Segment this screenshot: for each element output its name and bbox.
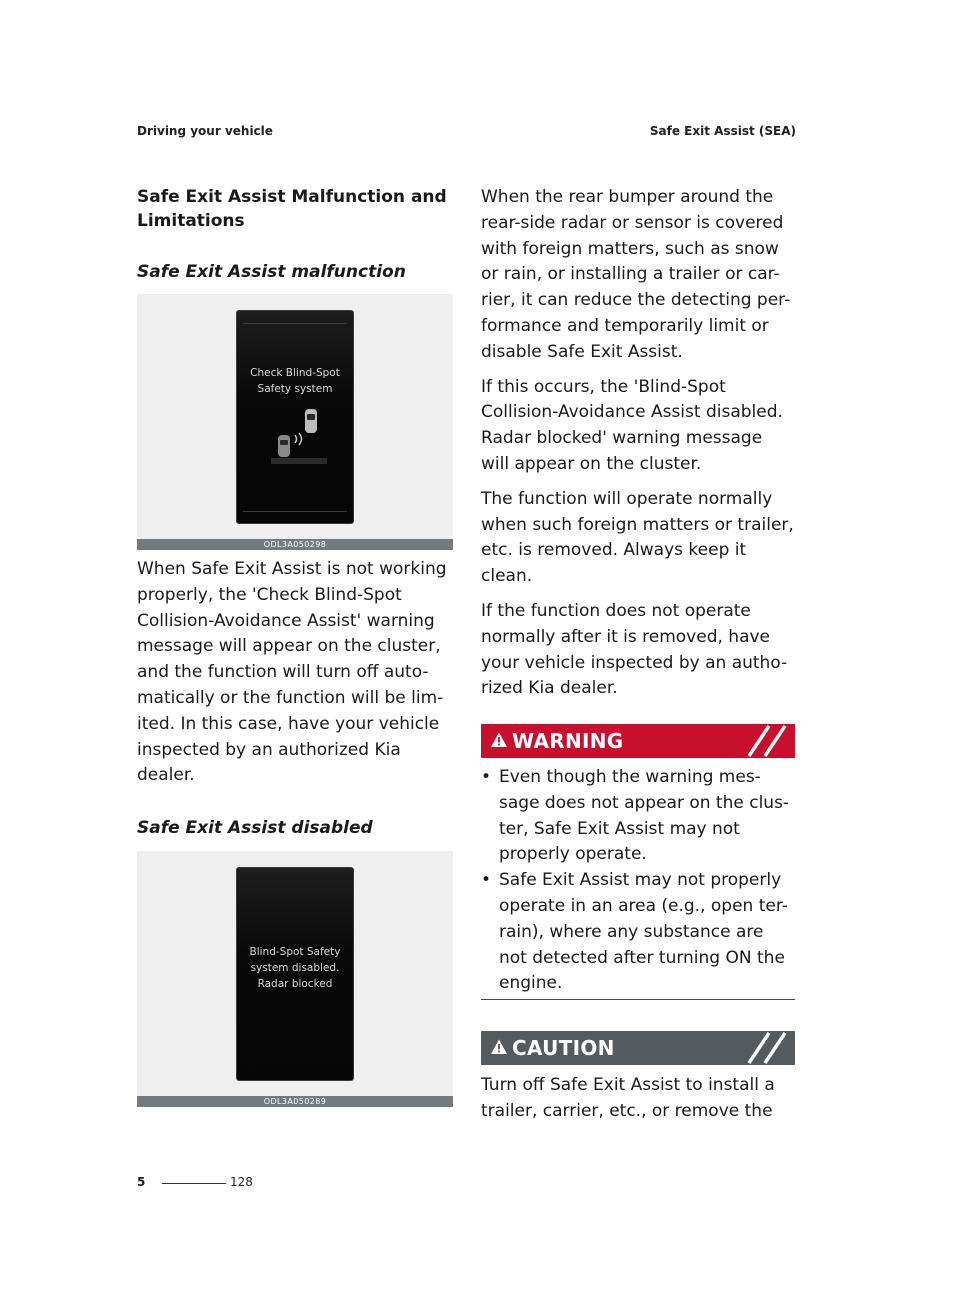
running-header-right: Safe Exit Assist (SEA) [649,124,796,138]
banner-slash-decoration [745,724,789,758]
warning-end-rule [481,999,795,1000]
warning-list [481,765,795,997]
subsection-title-disabled: Safe Exit Assist disabled [137,818,373,838]
page-number: 128 [230,1175,253,1189]
list-item: • Safe Exit Assist may not properly operate in an area (e.g., open ter-rain), where any substance are not detected after turning ON the engine. [481,870,788,994]
warning-banner [481,724,795,758]
display-divider [243,511,347,512]
paragraph: The function will operate normally when such foreign matters or trailer, etc. is removed. Always keep it clean. [481,488,794,587]
cluster-message: Check Blind-Spot Safety system [250,367,340,395]
list-item: • Even though the warning mes-sage does not appear on the clus-ter, Safe Exit Assist may not properly operate. [481,767,790,865]
subsection-title-malfunction: Safe Exit Assist malfunction [137,262,406,282]
cluster-display [236,310,354,524]
warning-triangle-icon [490,731,508,749]
figure-radar-blocked [137,851,453,1107]
running-header-left: Driving your vehicle [137,124,273,138]
banner-slash-decoration [745,1031,789,1065]
cluster-display [236,867,354,1081]
footer-rule [162,1183,226,1184]
paragraph: If the function does not operate normally after it is removed, have your vehicle inspected by an autho-rized Kia dealer. [481,600,788,699]
car-radar-icon [271,405,331,467]
paragraph: When the rear bumper around the rear-side radar or sensor is covered with foreign matters, such as snow or rain, or installing a trailer or car-rier, it can reduce the detecting per-formance and temporarily limit or disable Safe Exit Assist. [481,187,791,362]
figure-code: ODL3A050298 [137,539,453,550]
chapter-number: 5 [137,1175,146,1189]
figure-check-blind-spot [137,294,453,550]
caution-text: Turn off Safe Exit Assist to install a trailer, carrier, etc., or remove the [481,1075,775,1121]
display-divider [243,323,347,324]
caution-label: CAUTION [512,1036,615,1060]
caution-banner [481,1031,795,1065]
warning-label: WARNING [512,729,624,753]
caution-triangle-icon [490,1038,508,1056]
malfunction-paragraph: When Safe Exit Assist is not working properly, the 'Check Blind-Spot Collision-Avoidance Assist' warning message will appear on the cluster, and the function will turn off auto-matically or the function will be lim-ited. In this case, have your vehicle inspected by an authorized Kia dealer. [137,559,447,786]
paragraph: If this occurs, the 'Blind-Spot Collision-Avoidance Assist disabled. Radar blocked' warning message will appear on the cluster. [481,376,783,474]
section-title: Safe Exit Assist Malfunction and Limitations [137,187,447,231]
cluster-message: Blind-Spot Safety system disabled. Radar blocked [249,946,341,990]
bullet: • [481,767,492,787]
figure-code: ODL3A050289 [137,1096,453,1107]
bullet: • [481,870,492,891]
right-column-text [481,185,795,711]
